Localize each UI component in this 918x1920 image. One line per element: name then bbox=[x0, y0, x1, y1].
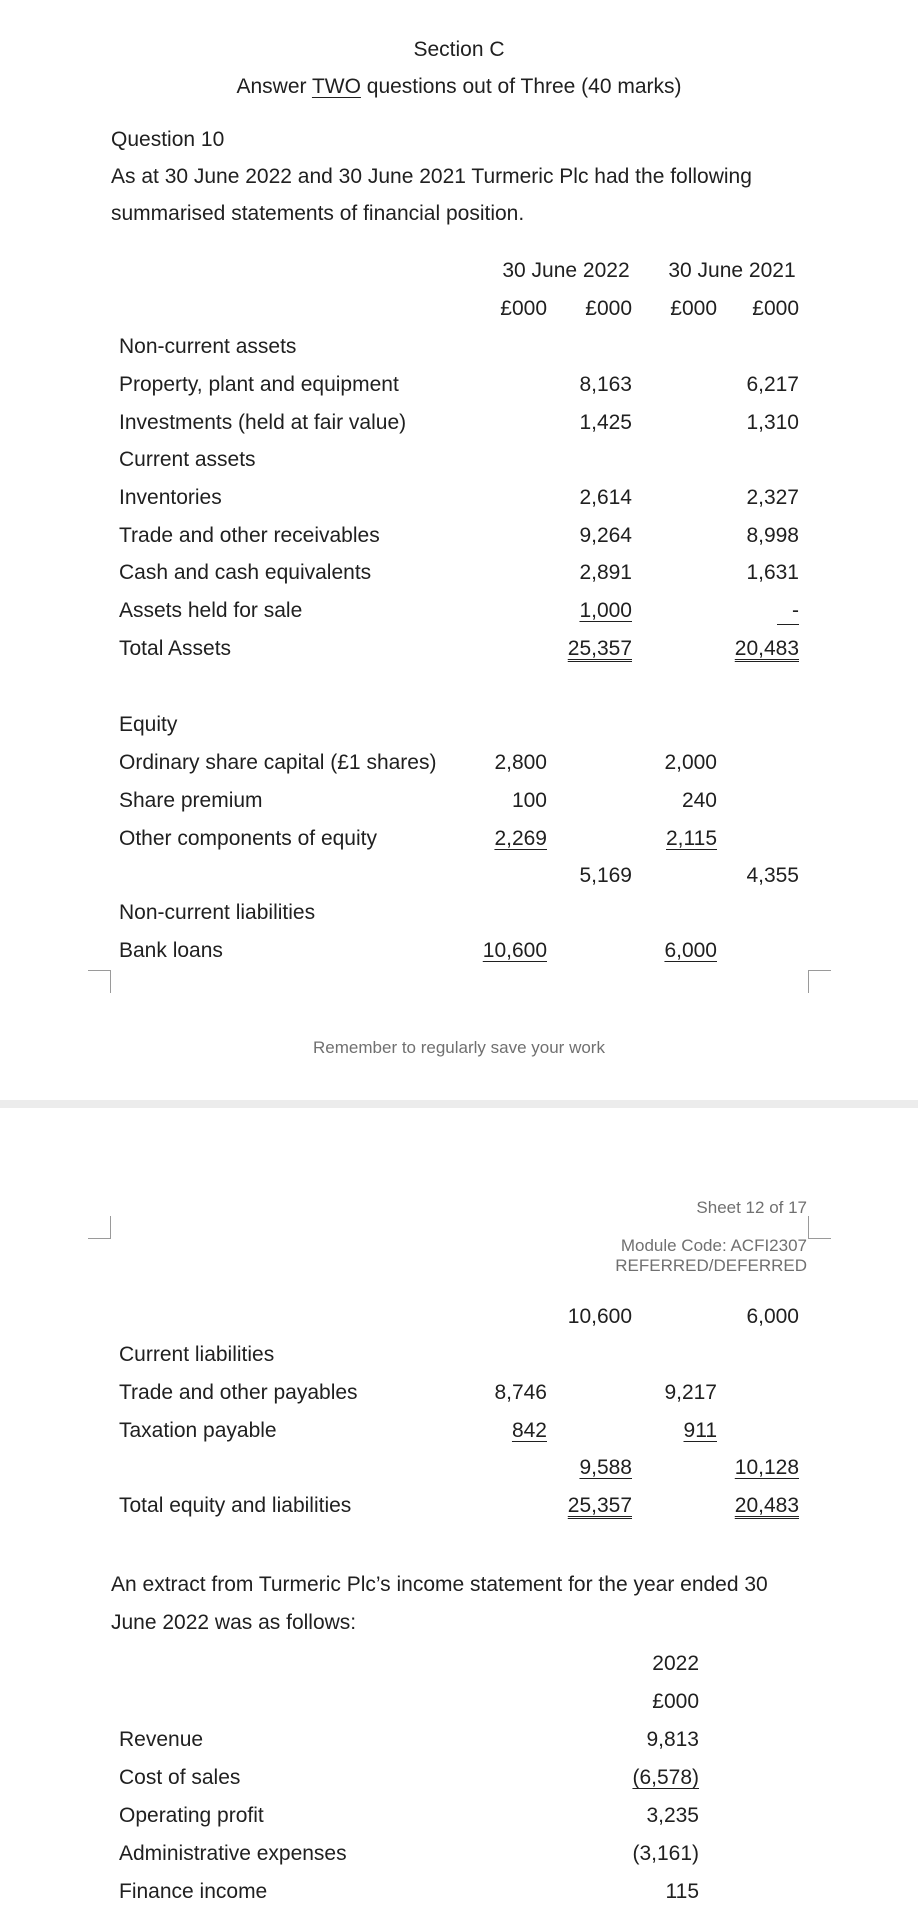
value-2021: 6,000 bbox=[664, 939, 717, 962]
underline-rule bbox=[777, 624, 799, 625]
referred-deferred: REFERRED/DEFERRED bbox=[615, 1256, 807, 1275]
value-2022: 2,891 bbox=[579, 561, 632, 584]
row-label: Assets held for sale bbox=[119, 599, 303, 622]
value-2021: 2,000 bbox=[664, 751, 717, 774]
income-value: (3,161) bbox=[632, 1842, 699, 1865]
heading-current-assets: Current assets bbox=[119, 448, 256, 471]
value-2021: 2,115 bbox=[666, 827, 717, 850]
row-label: Revenue bbox=[119, 1728, 204, 1751]
value-2021: 9,217 bbox=[664, 1381, 717, 1404]
total-assets-label: Total Assets bbox=[119, 637, 232, 660]
value-2022: 2,800 bbox=[494, 751, 547, 774]
income-year: 2022 bbox=[652, 1652, 699, 1675]
value-2022: 842 bbox=[511, 1419, 547, 1442]
income-value: 3,235 bbox=[646, 1804, 699, 1827]
page-divider bbox=[0, 1100, 918, 1108]
total-eq-liab-2022: 25,357 bbox=[567, 1494, 632, 1517]
income-value: (6,578) bbox=[632, 1766, 699, 1789]
income-intro-2: June 2022 was as follows: bbox=[111, 1611, 357, 1634]
row-label: Operating profit bbox=[119, 1804, 264, 1827]
value-2021: 8,998 bbox=[746, 524, 799, 547]
page-corner-mark bbox=[88, 970, 111, 993]
instruction-post: questions out of Three (40 marks) bbox=[360, 75, 682, 98]
row-label: Share premium bbox=[119, 789, 263, 812]
value-2022: 10,600 bbox=[482, 939, 547, 962]
row-label: Taxation payable bbox=[119, 1419, 277, 1442]
col-date-2022: 30 June 2022 bbox=[502, 259, 630, 282]
value-2021: 240 bbox=[681, 789, 717, 812]
value-2022: 9,264 bbox=[579, 524, 632, 547]
page-corner-mark bbox=[808, 970, 831, 993]
value-2022: 1,425 bbox=[579, 411, 632, 434]
col-unit-2021b: £000 bbox=[752, 297, 799, 320]
income-value: 9,813 bbox=[646, 1728, 699, 1751]
heading-current-liabilities: Current liabilities bbox=[119, 1343, 275, 1366]
cl-total-2021: 10,128 bbox=[734, 1456, 799, 1479]
income-intro-1: An extract from Turmeric Plc’s income statement for the year ended 30 bbox=[111, 1573, 768, 1596]
instruction-two: TWO bbox=[311, 75, 361, 98]
value-2022: 100 bbox=[511, 789, 547, 812]
row-label: Cash and cash equivalents bbox=[119, 561, 372, 584]
total-assets-2022: 25,357 bbox=[567, 637, 632, 660]
row-label: Inventories bbox=[119, 486, 222, 509]
heading-non-current-liabilities: Non-current liabilities bbox=[119, 901, 316, 924]
equity-total-2021: 4,355 bbox=[746, 864, 799, 887]
module-code: Module Code: ACFI2307 bbox=[620, 1236, 807, 1255]
question-intro-2: summarised statements of financial position. bbox=[111, 202, 525, 225]
col-unit-2022a: £000 bbox=[500, 297, 547, 320]
value-2021: 6,217 bbox=[746, 373, 799, 396]
heading-non-current-assets: Non-current assets bbox=[119, 335, 297, 358]
value-2022: 2,614 bbox=[579, 486, 632, 509]
total-assets-2021: 20,483 bbox=[734, 637, 799, 660]
save-reminder: Remember to regularly save your work bbox=[313, 1038, 605, 1057]
section-title: Section C bbox=[413, 38, 505, 61]
value-2021: 1,631 bbox=[746, 561, 799, 584]
row-label: Investments (held at fair value) bbox=[119, 411, 407, 434]
value-2021: 2,327 bbox=[746, 486, 799, 509]
total-eq-liab-label: Total equity and liabilities bbox=[119, 1494, 352, 1517]
value-2021: 911 bbox=[683, 1419, 717, 1442]
col-unit-2021a: £000 bbox=[670, 297, 717, 320]
value-2022: 2,269 bbox=[494, 827, 547, 850]
instruction-pre: Answer bbox=[236, 75, 312, 98]
value-2021: 1,310 bbox=[746, 411, 799, 434]
heading-equity: Equity bbox=[119, 713, 178, 736]
row-label: Property, plant and equipment bbox=[119, 373, 399, 396]
cl-total-2022: 9,588 bbox=[579, 1456, 632, 1479]
col-unit-2022b: £000 bbox=[585, 297, 632, 320]
value-2022: 8,163 bbox=[579, 373, 632, 396]
income-value: 115 bbox=[665, 1880, 699, 1903]
row-label: Other components of equity bbox=[119, 827, 377, 850]
page-corner-mark bbox=[88, 1216, 111, 1239]
question-intro-1: As at 30 June 2022 and 30 June 2021 Turmeric Plc had the following bbox=[111, 165, 752, 188]
income-unit: £000 bbox=[652, 1690, 699, 1713]
row-label: Trade and other payables bbox=[119, 1381, 358, 1404]
value-2022: 8,746 bbox=[494, 1381, 547, 1404]
row-label: Ordinary share capital (£1 shares) bbox=[119, 751, 437, 774]
page-corner-mark bbox=[808, 1216, 831, 1239]
equity-total-2022: 5,169 bbox=[579, 864, 632, 887]
ncl-total-2021: 6,000 bbox=[746, 1305, 799, 1328]
row-label: Finance income bbox=[119, 1880, 268, 1903]
instruction bbox=[236, 74, 681, 100]
total-eq-liab-2021: 20,483 bbox=[734, 1494, 799, 1517]
value-2021: - bbox=[792, 599, 799, 622]
sheet-number: Sheet 12 of 17 bbox=[696, 1198, 807, 1217]
col-date-2021: 30 June 2021 bbox=[668, 259, 796, 282]
value-2022: 1,000 bbox=[579, 599, 632, 622]
row-label: Cost of sales bbox=[119, 1766, 241, 1789]
ncl-total-2022: 10,600 bbox=[567, 1305, 632, 1328]
row-label: Trade and other receivables bbox=[119, 524, 380, 547]
row-label: Administrative expenses bbox=[119, 1842, 347, 1865]
question-title: Question 10 bbox=[111, 128, 225, 151]
row-label: Bank loans bbox=[119, 939, 223, 962]
